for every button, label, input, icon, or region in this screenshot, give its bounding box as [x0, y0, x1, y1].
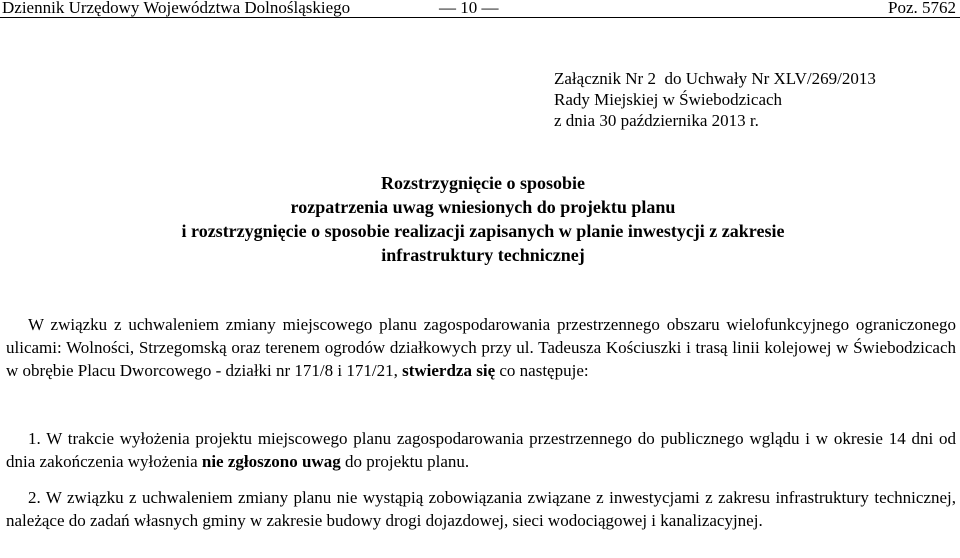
point-1-tail: do projektu planu. — [340, 452, 470, 471]
intro-paragraph — [6, 313, 956, 382]
intro-tail: co następuje: — [495, 361, 589, 380]
point-1-paragraph — [6, 427, 956, 473]
title-line-4: infrastruktury technicznej — [381, 245, 585, 265]
intro-text — [6, 313, 956, 382]
page-header — [0, 0, 960, 16]
position-number: Poz. 5762 — [888, 0, 956, 17]
page-number: — 10 — — [439, 0, 499, 17]
attachment-line-1: Załącznik Nr 2 do Uchwały Nr XLV/269/2013 — [554, 69, 876, 88]
intro-bold: stwierdza się — [402, 361, 496, 380]
title-line-2: rozpatrzenia uwag wniesionych do projektu planu — [290, 197, 676, 217]
point-2-paragraph — [6, 486, 956, 532]
header-divider — [0, 17, 960, 18]
title-line-3: i rozstrzygnięcie o sposobie realizacji zapisanych w planie inwestycji z zakresie — [181, 221, 785, 241]
journal-title: Dziennik Urzędowy Województwa Dolnośląskiego — [2, 0, 351, 17]
point-1-bold: nie zgłoszono uwag — [201, 452, 341, 471]
document-title — [0, 171, 960, 267]
point-2-text: 2. W związku z uchwaleniem zmiany planu nie wystąpią zobowiązania związane z inwestycjami z zakresu infrastruktury technicznej, należące do zadań własnych gminy w zakresie budowy drogi dojazdowej, sieci wodociągowej i kanalizacyjnej. — [6, 488, 956, 530]
attachment-line-3: z dnia 30 października 2013 r. — [554, 111, 759, 130]
point-1-main: 1. W trakcie wyłożenia projektu miejscowego planu zagospodarowania przestrzennego do publicznego wglądu i w okresie 14 dni od dnia zakończenia wyłożenia — [6, 429, 956, 471]
attachment-note — [554, 68, 876, 131]
intro-main: W związku z uchwaleniem zmiany miejscowego planu zagospodarowania przestrzennego obszaru wielofunkcyjnego ograniczonego ulicami: Wolności, Strzegomską oraz terenem ogrodów działkowych przy ul. Tadeusza Kościuszki i trasą linii kolejowej w Świebodzicach w obrębie Placu Dworcowego - działki nr 171/8 i 171/21, — [6, 315, 956, 380]
title-line-1: Rozstrzygnięcie o sposobie — [381, 173, 585, 193]
attachment-line-2: Rady Miejskiej w Świebodzicach — [554, 90, 783, 109]
point-1-text — [6, 427, 956, 473]
